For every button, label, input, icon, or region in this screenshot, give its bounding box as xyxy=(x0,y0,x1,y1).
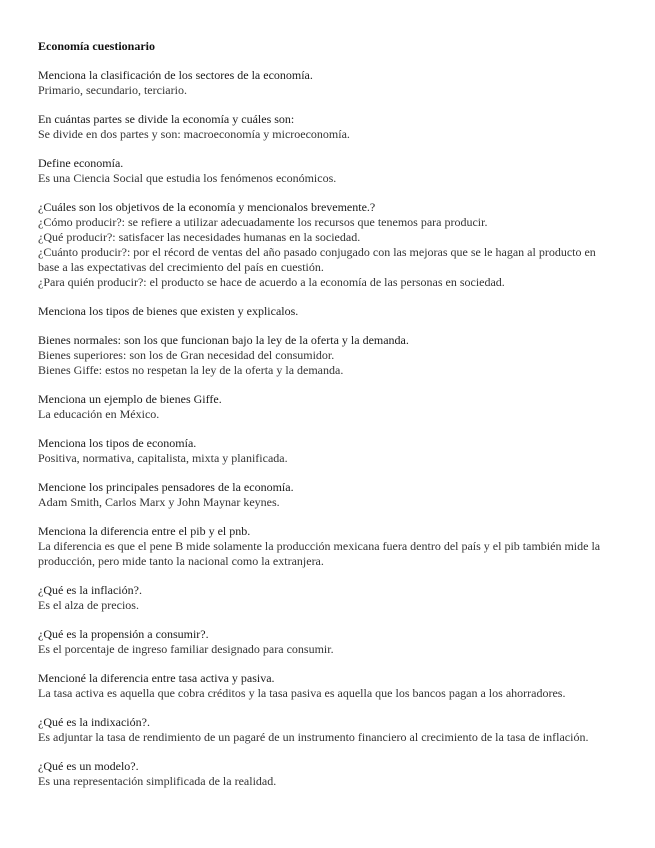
answer-text: Se divide en dos partes y son: macroeconomía y microeconomía. xyxy=(38,127,350,141)
qa-block xyxy=(38,436,613,466)
document-page xyxy=(38,39,613,803)
qa-block xyxy=(38,524,613,569)
question-text: Menciona la diferencia entre el pib y el pnb. xyxy=(38,524,251,538)
question-list xyxy=(38,68,613,789)
document-title: Economía cuestionario xyxy=(38,39,155,53)
question-text: Menciona los tipos de economía. xyxy=(38,436,197,450)
question-text: Bienes normales: son los que funcionan bajo la ley de la oferta y la demanda. xyxy=(38,333,409,347)
answer-text: Es el alza de precios. xyxy=(38,598,139,612)
qa-block xyxy=(38,583,613,613)
question-text: Menciona los tipos de bienes que existen y explicalos. xyxy=(38,304,299,318)
answer-text: ¿Para quién producir?: el producto se hace de acuerdo a la economía de las personas en sociedad. xyxy=(38,275,505,289)
qa-block xyxy=(38,480,613,510)
answer-text: Es una Ciencia Social que estudia los fenómenos económicos. xyxy=(38,171,337,185)
answer-text: Primario, secundario, terciario. xyxy=(38,83,187,97)
answer-text: La educación en México. xyxy=(38,407,160,421)
answer-text: Es adjuntar la tasa de rendimiento de un pagaré de un instrumento financiero al crecimiento de la tasa de inflación. xyxy=(38,730,589,744)
answer-text: Adam Smith, Carlos Marx y John Maynar keynes. xyxy=(38,495,280,509)
question-text: Menciona la clasificación de los sectores de la economía. xyxy=(38,68,313,82)
answer-text: ¿Cuánto producir?: por el récord de ventas del año pasado conjugado con las mejoras que se le hagan al producto en base a las expectativas del crecimiento del país en cuestión. xyxy=(38,245,596,274)
answer-text: ¿Cómo producir?: se refiere a utilizar adecuadamente los recursos que tenemos para producir. xyxy=(38,215,488,229)
answer-text: La tasa activa es aquella que cobra créditos y la tasa pasiva es aquella que los bancos pagan a los ahorradores. xyxy=(38,686,566,700)
qa-block xyxy=(38,200,613,290)
qa-block xyxy=(38,304,613,319)
question-text: Mencioné la diferencia entre tasa activa y pasiva. xyxy=(38,671,275,685)
question-text: Menciona un ejemplo de bienes Giffe. xyxy=(38,392,222,406)
answer-text: ¿Qué producir?: satisfacer las necesidades humanas en la sociedad. xyxy=(38,230,361,244)
answer-text: Positiva, normativa, capitalista, mixta y planificada. xyxy=(38,451,288,465)
answer-text: La diferencia es que el pene B mide solamente la producción mexicana fuera dentro del país y el pib también mide la producción, pero mide tanto la nacional como la extranjera. xyxy=(38,539,601,568)
qa-block xyxy=(38,627,613,657)
question-text: ¿Cuáles son los objetivos de la economía y mencionalos brevemente.? xyxy=(38,200,376,214)
question-text: En cuántas partes se divide la economía y cuáles son: xyxy=(38,112,295,126)
qa-block xyxy=(38,759,613,789)
qa-block xyxy=(38,392,613,422)
qa-block xyxy=(38,333,613,378)
qa-block xyxy=(38,112,613,142)
qa-block xyxy=(38,671,613,701)
question-text: ¿Qué es un modelo?. xyxy=(38,759,139,773)
question-text: Mencione los principales pensadores de la economía. xyxy=(38,480,294,494)
answer-text: Es una representación simplificada de la realidad. xyxy=(38,774,277,788)
answer-text: Es el porcentaje de ingreso familiar designado para consumir. xyxy=(38,642,334,656)
qa-block xyxy=(38,156,613,186)
answer-text: Bienes superiores: son los de Gran necesidad del consumidor. xyxy=(38,348,335,362)
question-text: Define economía. xyxy=(38,156,124,170)
question-text: ¿Qué es la indixación?. xyxy=(38,715,150,729)
qa-block xyxy=(38,715,613,745)
question-text: ¿Qué es la propensión a consumir?. xyxy=(38,627,209,641)
answer-text: Bienes Giffe: estos no respetan la ley de la oferta y la demanda. xyxy=(38,363,344,377)
qa-block xyxy=(38,68,613,98)
question-text: ¿Qué es la inflación?. xyxy=(38,583,142,597)
